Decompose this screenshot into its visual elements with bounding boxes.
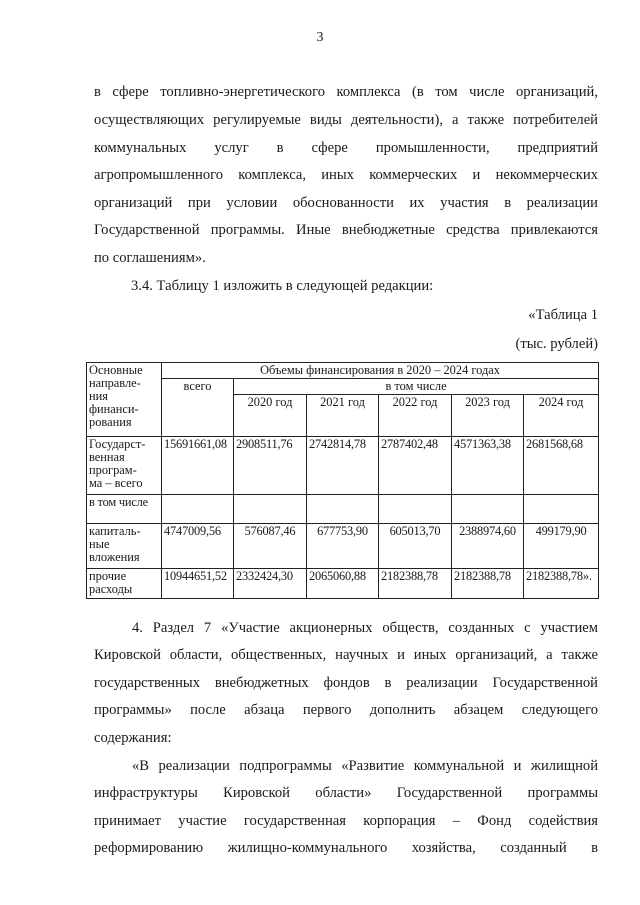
page-number: 3 (316, 30, 324, 45)
intro-line-1: в сфере топливно-энергетического комплекса (в том числе организаций, (94, 84, 598, 100)
year-header: 2023 год (452, 395, 524, 437)
value-cell: 2182388,78 (452, 569, 524, 599)
year-header: 2024 год (524, 395, 599, 437)
intro-line-3: коммунальных услуг в сфере промышленности, предприятий (94, 140, 598, 156)
value-cell (379, 495, 452, 524)
quote-line-2: инфраструктуры Кировской области» Государственной программы (94, 785, 598, 801)
value-cell: 4747009,56 (162, 524, 234, 569)
value-cell: 2388974,60 (452, 524, 524, 569)
funding-table (86, 362, 599, 599)
value-cell: 15691661,08 (162, 437, 234, 495)
value-cell (307, 495, 379, 524)
year-header: 2022 год (379, 395, 452, 437)
section4-line-3: государственных внебюджетных фондов в реализации Государственной (94, 675, 598, 691)
section4-line-2: Кировской области, общественных, научных и иных организаций, а также (94, 647, 598, 663)
total-header: всего (162, 379, 234, 437)
value-cell: 499179,90 (524, 524, 599, 569)
direction-header: Основные направле- ния финанси- рования (87, 363, 162, 437)
value-cell: 10944651,52 (162, 569, 234, 599)
value-cell: 2908511,76 (234, 437, 307, 495)
value-cell: 2065060,88 (307, 569, 379, 599)
table-row (87, 495, 599, 524)
table-caption: «Таблица 1 (528, 307, 598, 323)
section4-line-1: 4. Раздел 7 «Участие акционерных обществ, созданных с участием (132, 620, 598, 636)
intro-line-5: организаций при условии обоснованности их участия в реализации (94, 195, 598, 211)
value-cell (162, 495, 234, 524)
row-label: капиталь- ные вложения (87, 524, 162, 569)
value-cell: 4571363,38 (452, 437, 524, 495)
value-cell (524, 495, 599, 524)
intro-line-7: по соглашениям». (94, 250, 206, 266)
value-cell: 605013,70 (379, 524, 452, 569)
row-label: прочие расходы (87, 569, 162, 599)
value-cell (234, 495, 307, 524)
intro-line-4: агропромышленного комплекса, иных коммерческих и некоммерческих (94, 167, 598, 183)
value-cell: 2182388,78 (379, 569, 452, 599)
value-cell: 2742814,78 (307, 437, 379, 495)
table-units: (тыс. рублей) (515, 336, 598, 352)
table-row (87, 524, 599, 569)
intro-line-6: Государственной программы. Иные внебюджетные средства привлекаются (94, 222, 598, 238)
year-header: 2020 год (234, 395, 307, 437)
value-cell: 677753,90 (307, 524, 379, 569)
intro-line-2: осуществляющих регулируемые виды деятельности), а также потребителей (94, 112, 598, 128)
value-cell: 2787402,48 (379, 437, 452, 495)
quote-line-3: принимает участие государственная корпорация – Фонд содействия (94, 813, 598, 829)
in-that-number-header: в том числе (234, 379, 599, 395)
row-label: в том числе (87, 495, 162, 524)
value-cell: 2681568,68 (524, 437, 599, 495)
value-cell: 2332424,30 (234, 569, 307, 599)
item-3-4: 3.4. Таблицу 1 изложить в следующей редакции: (131, 278, 434, 294)
value-cell: 2182388,78». (524, 569, 599, 599)
table-row (87, 437, 599, 495)
section4-line-5: содержания: (94, 730, 172, 746)
quote-line-1: «В реализации подпрограммы «Развитие коммунальной и жилищной (132, 758, 598, 774)
volumes-header: Объемы финансирования в 2020 – 2024 годах (162, 363, 599, 379)
value-cell (452, 495, 524, 524)
year-header: 2021 год (307, 395, 379, 437)
row-label: Государст- венная програм- ма – всего (87, 437, 162, 495)
value-cell: 576087,46 (234, 524, 307, 569)
quote-line-4: реформированию жилищно-коммунального хозяйства, созданный в (94, 840, 598, 856)
table-row (87, 569, 599, 599)
section4-line-4: программы» после абзаца первого дополнить абзацем следующего (94, 702, 598, 718)
